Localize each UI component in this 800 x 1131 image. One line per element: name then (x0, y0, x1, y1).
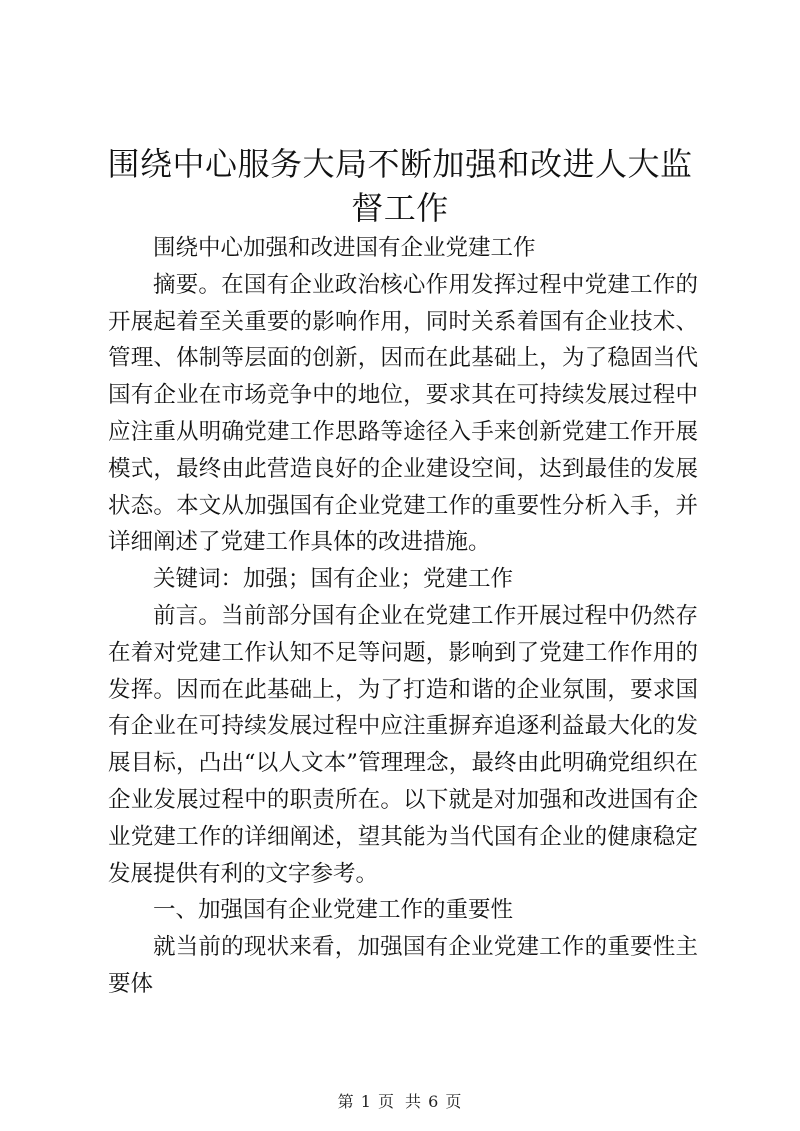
abstract-paragraph: 摘要。在国有企业政治核心作用发挥过程中党建工作的开展起着至关重要的影响作用，同时关系着国有企业技术、管理、体制等层面的创新，因而在此基础上，为了稳固当代国有企业在市场竞争中的地位，要求其在可持续发展过程中应注重从明确党建工作思路等途径入手来创新党建工作开展模式，最终由此营造良好的企业建设空间，达到最佳的发展状态。本文从加强国有企业党建工作的重要性分析入手，并详细阐述了党建工作具体的改进措施。 (108, 271, 698, 556)
page-number: 第 1 页 (337, 1092, 395, 1111)
document-title: 围绕中心服务大局不断加强和改进人大监督工作 (107, 145, 693, 227)
preface-paragraph: 前言。当前部分国有企业在党建工作开展过程中仍然存在着对党建工作认知不足等问题，影响到了党建工作作用的发挥。因而在此基础上，为了打造和谐的企业氛围，要求国有企业在可持续发展过程中应注重摒弃追逐利益最大化的发展目标，凸出“以人文本”管理理念，最终由此明确党组织在企业发展过程中的职责所在。以下就是对加强和改进国有企业党建工作的详细阐述，望其能为当代国有企业的健康稳定发展提供有利的文字参考。 (108, 602, 698, 887)
document-body (108, 230, 698, 1003)
keywords-paragraph: 关键词：加强；国有企业；党建工作 (153, 566, 514, 593)
section-heading: 一、加强国有企业党建工作的重要性 (153, 897, 514, 924)
page-footer (0, 1092, 800, 1112)
subtitle-paragraph: 围绕中心加强和改进国有企业党建工作 (153, 235, 536, 261)
total-pages: 共 6 页 (405, 1092, 463, 1111)
body-paragraph: 就当前的现状来看，加强国有企业党建工作的重要性主要体 (108, 934, 698, 997)
